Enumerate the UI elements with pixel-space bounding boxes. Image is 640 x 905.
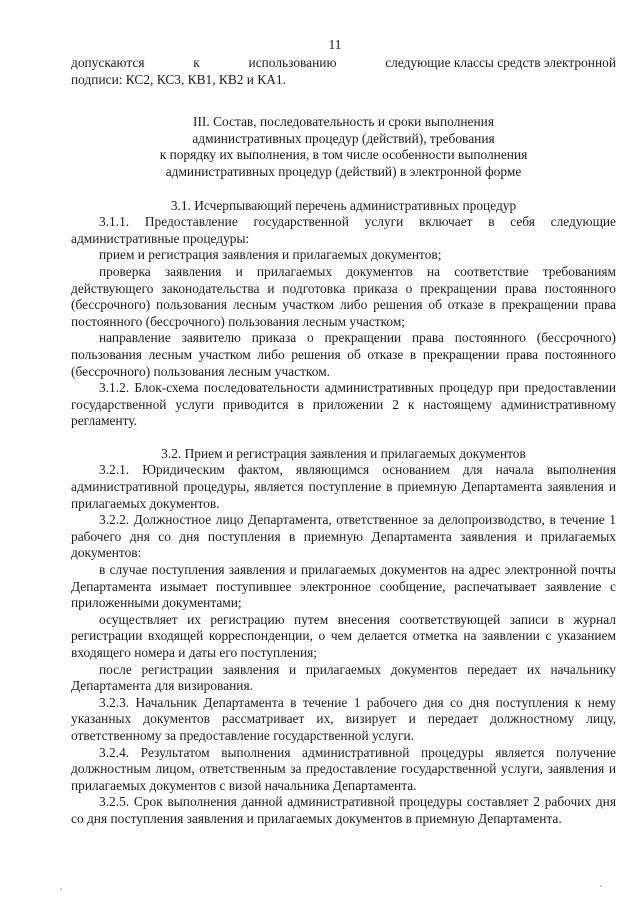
paragraph-3-2-5: 3.2.5. Срок выполнения данной административной процедуры составляет 2 рабочих дня со дня поступления заявления и прилагаемых документов в приемную Департамента. — [71, 794, 616, 826]
section-title-line: административных процедур (действий), требования — [192, 130, 495, 146]
paragraph-3-2-1: 3.2.1. Юридическим фактом, являющимся основанием для начала выполнения административной процедуры, является поступление в приемную Департамента заявления и прилагаемых документов. — [71, 462, 616, 511]
section-title-line: III. Состав, последовательность и сроки выполнения — [193, 114, 494, 130]
intro-line-2: подписи: КС2, КС3, КВ1, КВ2 и КА1. — [71, 71, 286, 87]
intro-word-1: допускаются — [71, 55, 145, 70]
paragraph-procedure-2: проверка заявления и прилагаемых документов на соответствие требованиям действующего законодательства и подготовка приказа о прекращении права постоянного (бессрочного) пользования лесным участком либо решения об отказе в прекращении права постоянного (бессрочного) пользования лесным участком; — [71, 263, 616, 329]
section-title-line: к порядку их выполнения, в том числе особенности выполнения — [159, 147, 528, 163]
page-number: 11 — [328, 37, 342, 52]
paragraph-3-1-2: 3.1.2. Блок-схема последовательности административных процедур при предоставлении государственной услуги приводится в приложении 2 к настоящему административному регламенту. — [71, 380, 616, 429]
paragraph-procedure-3: направление заявителю приказа о прекращении права постоянного (бессрочного) пользования лесным участком либо решения об отказе в прекращении права постоянного (бессрочного) пользования лесным участком. — [71, 330, 616, 379]
intro-rest: следующие классы средств электронной — [385, 55, 616, 70]
paragraph-3-2-2: 3.2.2. Должностное лицо Департамента, ответственное за делопроизводство, в течение 1 рабочего дня со дня поступления в приемную Департамента заявления и прилагаемых документов: — [71, 512, 616, 561]
paragraph-3-2-2-a: в случае поступления заявления и прилагаемых документов на адрес электронной почты Департамента изымает поступившее электронное сообщение, распечатывает заявление с приложенными документами; — [71, 562, 616, 611]
intro-word-3: использованию — [248, 55, 337, 70]
paragraph-3-2-4: 3.2.4. Результатом выполнения административной процедуры является получение должностным лицом, ответственным за предоставление государственной услуги, заявления и прилагаемых документов с визой начальника Департамента. — [71, 744, 616, 793]
intro-line-1 — [71, 55, 616, 72]
paragraph-3-2-2-b: осуществляет их регистрацию путем внесения соответствующей записи в журнал регистрации входящей корреспонденции, о чем делается отметка на заявлении с указанием входящего номера и даты его поступления; — [71, 611, 616, 660]
subsection-3-2-heading: 3.2. Прием и регистрация заявления и прилагаемых документов — [161, 445, 526, 461]
subsection-3-1-heading: 3.1. Исчерпывающий перечень административных процедур — [170, 197, 517, 213]
paragraph-procedure-1: прием и регистрация заявления и прилагаемых документов; — [99, 247, 442, 263]
paragraph-3-2-2-c: после регистрации заявления и прилагаемых документов передает их начальнику Департамента для визирования. — [71, 661, 616, 694]
intro-word-2: к — [193, 55, 200, 70]
section-title — [71, 114, 616, 180]
section-title-line: административных процедур (действий) в электронной форме — [165, 163, 522, 179]
document-body — [71, 55, 616, 828]
paragraph-3-1-1: 3.1.1. Предоставление государственной услуги включает в себя следующие административные процедуры: — [71, 214, 616, 246]
paragraph-3-2-3: 3.2.3. Начальник Департамента в течение 1 рабочего дня со дня поступления к нему указанных документов рассматривает их, визирует и передает должностному лицу, ответственному за предоставление государственной услуги. — [71, 694, 616, 743]
scan-speck — [60, 888, 62, 890]
scan-speck — [600, 885, 602, 887]
